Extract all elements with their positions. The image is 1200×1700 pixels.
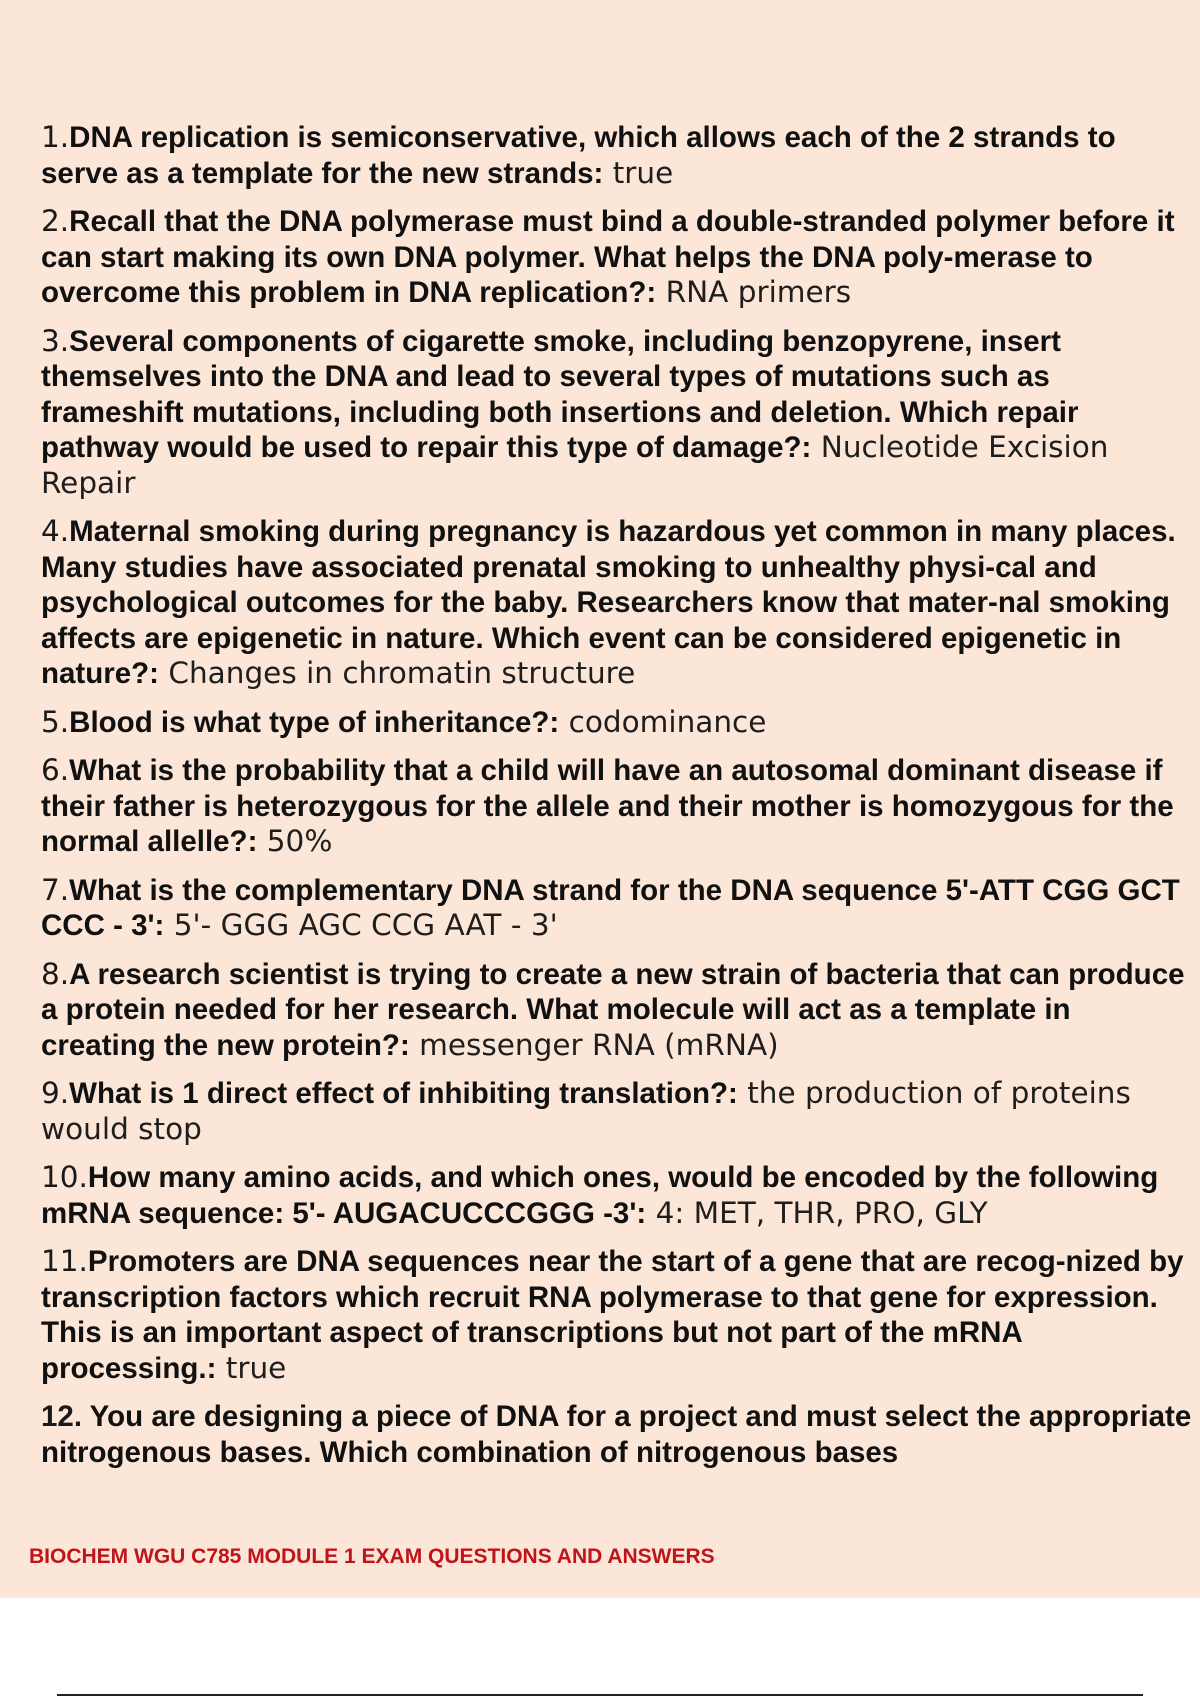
question-text: What is the probability that a child will have an autosomal dominant disease if their father is heterozygous for the allele and their mother is homozygous for the normal allelle?:	[41, 754, 1174, 858]
qa-item-1	[41, 120, 1193, 191]
qa-item-7	[41, 873, 1193, 944]
question-number: 1.	[41, 120, 70, 154]
answer-text: codominance	[559, 704, 767, 739]
answer-text: true	[216, 1350, 287, 1385]
qa-item-2	[41, 204, 1193, 311]
qa-item-4	[41, 514, 1193, 692]
qa-item-3	[41, 324, 1193, 502]
question-number: 9.	[41, 1076, 70, 1110]
qa-item-6	[41, 753, 1193, 860]
question-text: Promoters are DNA sequences near the start of a gene that are recog-nized by transcription factors which recruit RNA polymerase to that gene for expression. This is an important aspect of transcriptions but not part of the mRNA processing.:	[41, 1245, 1184, 1385]
question-number: 3.	[41, 323, 70, 358]
question-number: 10.	[41, 1160, 88, 1194]
answer-text: the production of proteins would stop	[41, 1076, 1131, 1146]
question-answer-list	[41, 120, 1193, 1483]
page-bottom-divider	[57, 1694, 1143, 1696]
question-number: 6.	[41, 753, 70, 787]
question-number: 8.	[41, 956, 70, 991]
question-text: Blood is what type of inheritance?:	[69, 705, 560, 739]
answer-text: Changes in chromatin structure	[159, 656, 636, 690]
question-text: Recall that the DNA polymerase must bind a double-stranded polymer before it can start making its own DNA polymer. What helps the DNA poly-merase to overcome this problem in DNA replication?:	[41, 205, 1175, 309]
question-text: Several components of cigarette smoke, including benzopyrene, insert themselves into the DNA and lead to several types of mutations such as frameshift mutations, including both insertions and deletion. Which repair pathway would be used to repair this type of damage?:	[41, 324, 1079, 464]
question-text: Maternal smoking during pregnancy is hazardous yet common in many places. Many studies have associated prenatal smoking to unhealthy physi-cal and psychological outcomes for the baby. Researchers know that mater-nal smoking affects are epigenetic in nature. Which event can be considered epigenetic in nature?:	[41, 515, 1176, 690]
answer-text: 4: MET, THR, PRO, GLY	[646, 1195, 988, 1230]
answer-text: 50%	[257, 824, 333, 858]
qa-item-11	[41, 1244, 1193, 1386]
question-text: How many amino acids, and which ones, would be encoded by the following mRNA sequence: 5'- AUGACUCCCGGG -3':	[41, 1161, 1159, 1230]
question-text: You are designing a piece of DNA for a project and must select the appropriate nitrogenous bases. Which combination of nitrogenous bases	[41, 1400, 1192, 1469]
question-number: 2.	[41, 204, 70, 238]
answer-text: Nucleotide Excision Repair	[41, 430, 1109, 500]
answer-text: 5'- GGG AGC CCG AAT - 3'	[164, 908, 558, 942]
qa-item-12	[41, 1399, 1193, 1470]
answer-text: messenger RNA (mRNA)	[409, 1027, 779, 1062]
answer-text: true	[603, 155, 674, 190]
question-text: What is 1 direct effect of inhibiting translation?:	[69, 1077, 738, 1110]
question-text: A research scientist is trying to create a new strain of bacteria that can produce a protein needed for her research. What molecule will act as a template in creating the new protein?:	[41, 957, 1185, 1062]
question-number: 5.	[41, 704, 70, 739]
question-number: 4.	[41, 514, 70, 548]
question-number: 12.	[41, 1400, 83, 1433]
document-footer-title: BIOCHEM WGU C785 MODULE 1 EXAM QUESTIONS AND ANSWERS	[29, 1545, 715, 1568]
answer-text: RNA primers	[656, 275, 852, 309]
question-number: 7.	[41, 872, 70, 907]
qa-item-5	[41, 705, 1193, 741]
question-text: What is the complementary DNA strand for the DNA sequence 5'-ATT CGG GCT CCC - 3':	[41, 873, 1180, 942]
question-text: DNA replication is semiconservative, which allows each of the 2 strands to serve as a template for the new strands:	[41, 121, 1116, 190]
qa-item-10	[41, 1160, 1193, 1231]
qa-item-8	[41, 957, 1193, 1064]
qa-item-9	[41, 1076, 1193, 1147]
question-number: 11.	[41, 1244, 88, 1278]
